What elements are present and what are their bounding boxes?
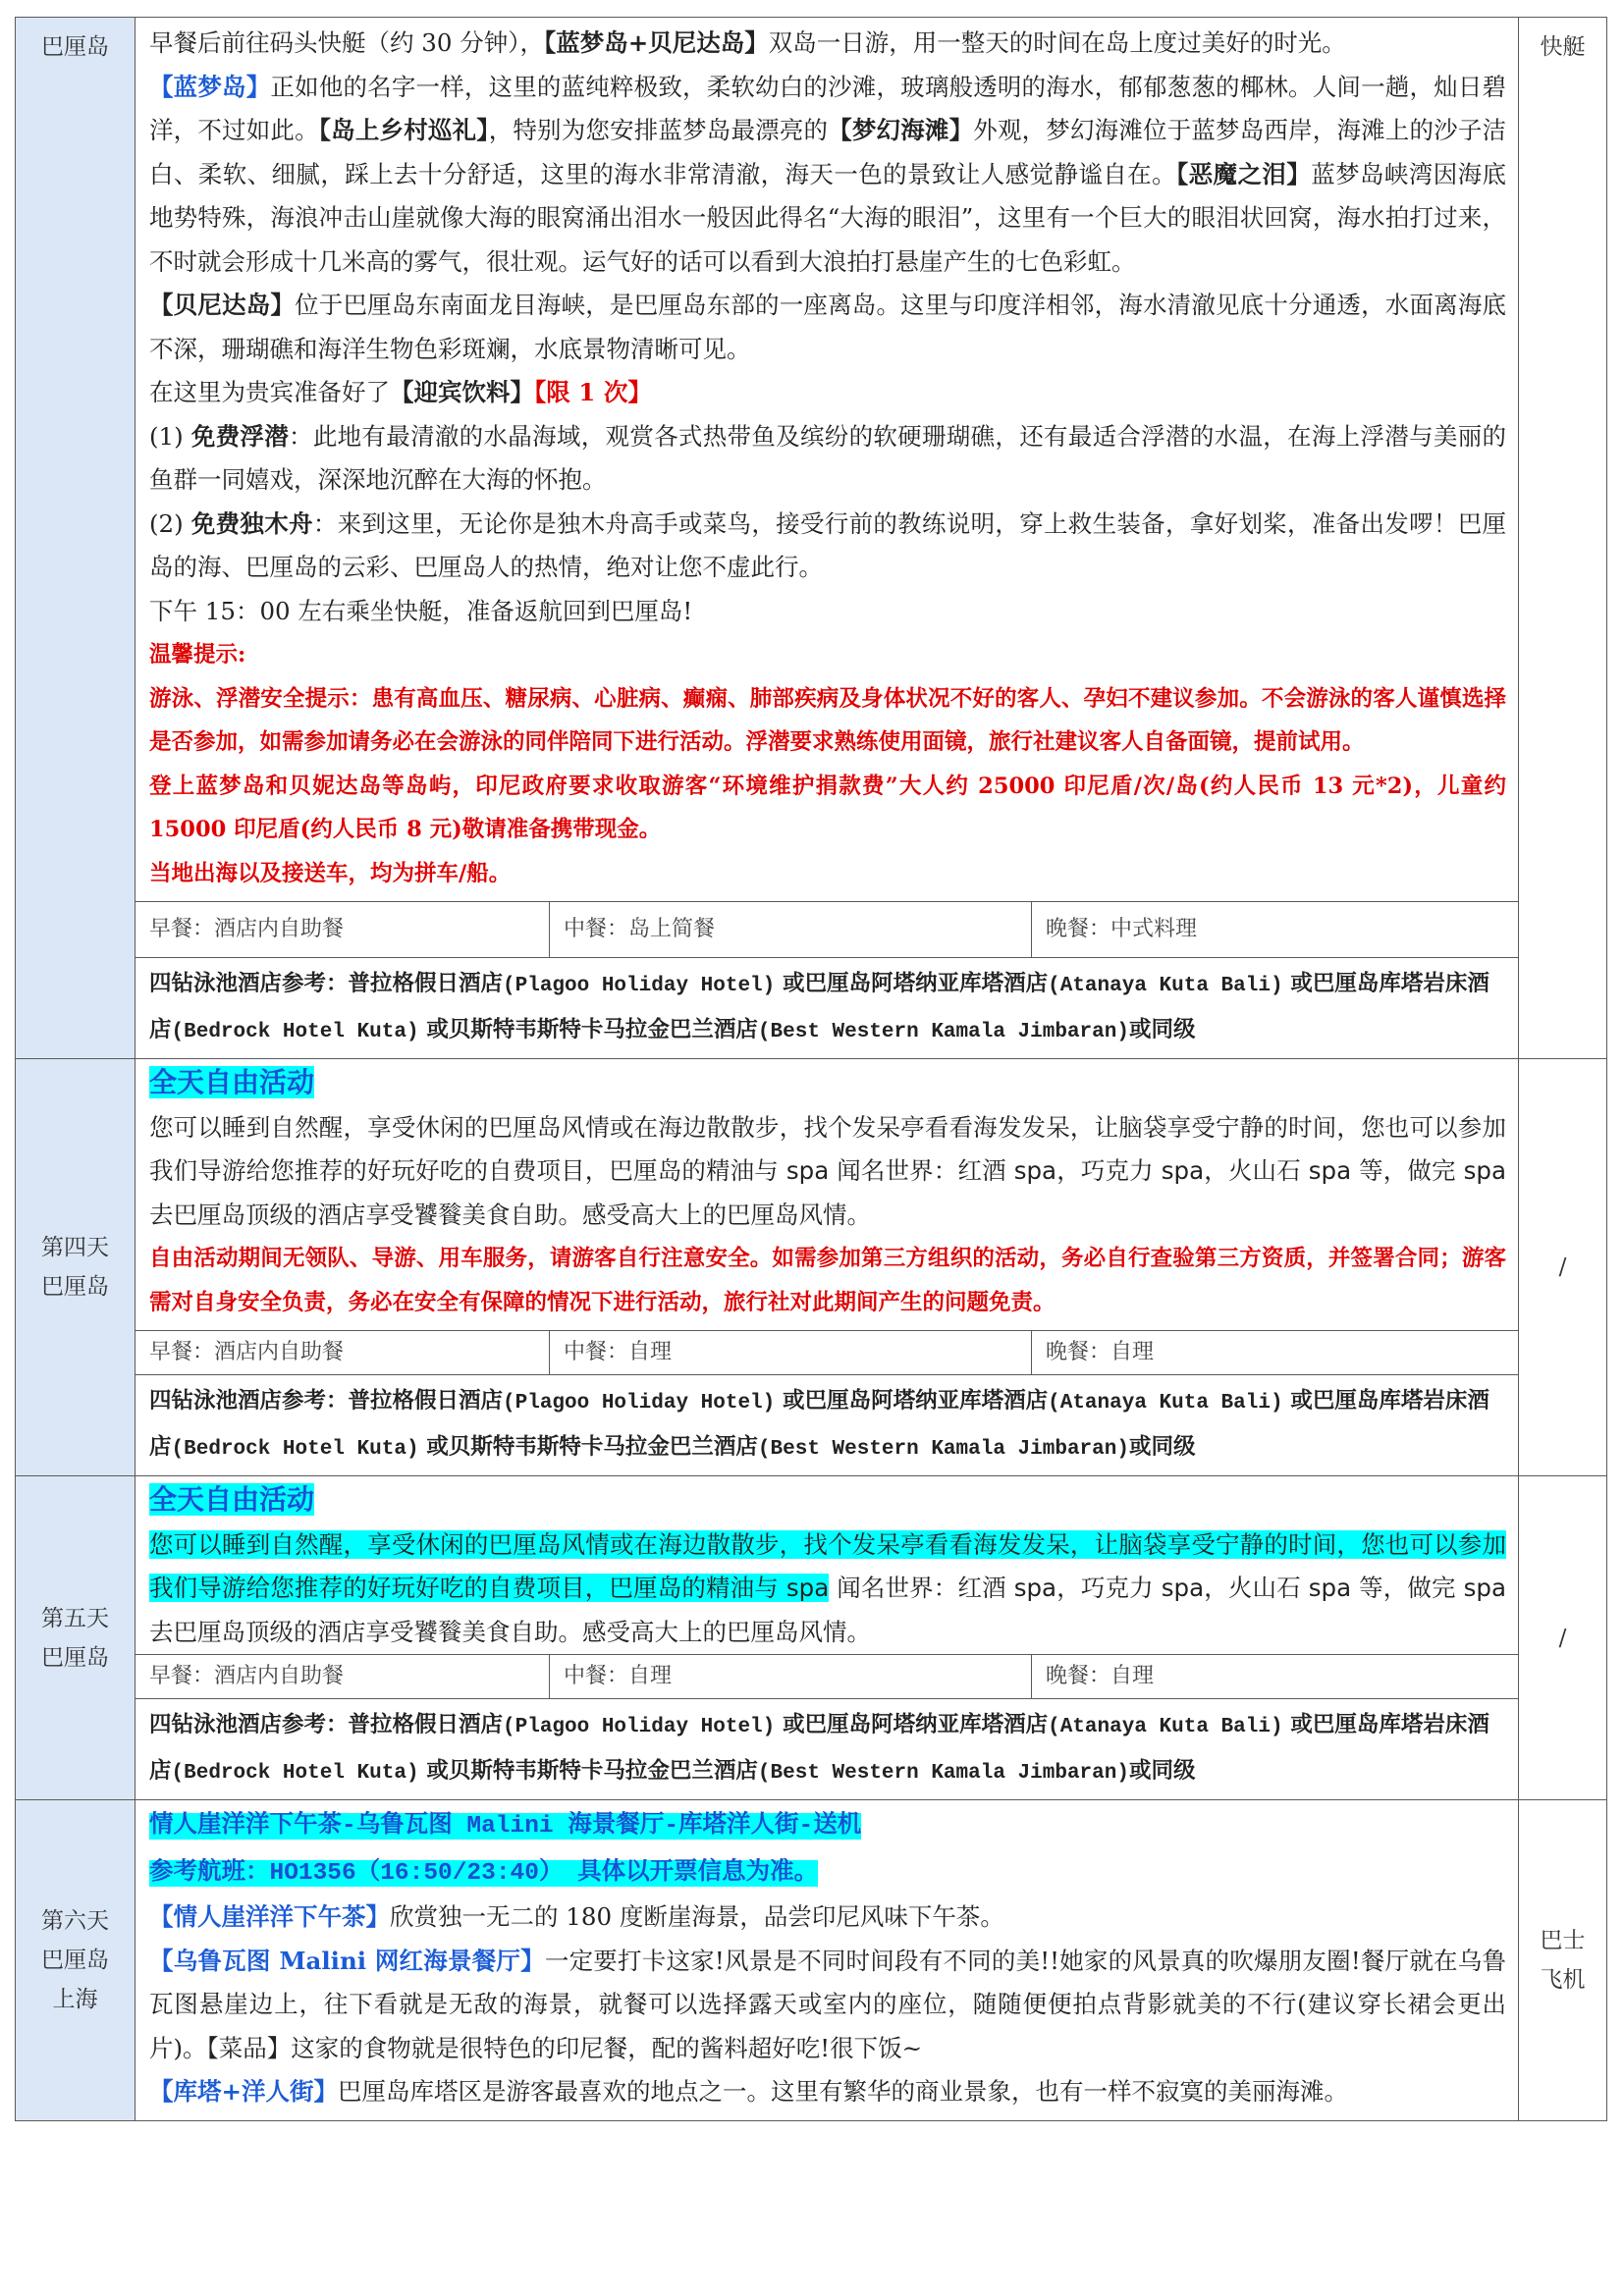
day3-row bbox=[16, 18, 1607, 1059]
text-segment: 您可以睡到自然醒，享受休闲的巴厘岛风情或在海边散散步，找个发呆亭看看海发发呆，让脑袋享受宁静的时间，您也可以参加我们导游给您推荐的好玩好吃的自费项目，巴厘岛的精油与 bbox=[149, 1529, 1506, 1602]
day4-row bbox=[16, 1059, 1607, 1476]
day6-transport-1: 巴士 bbox=[1540, 1927, 1586, 1953]
warning-fee: 登上蓝梦岛和贝妮达岛等岛屿，印尼政府要求收取游客“环境维护捐款费”大人约 25000 印尼盾/次/岛(约人民币 13 元*2)，儿童约 15000 印尼盾(约人民币 8 元)敬请准备携带现金。 bbox=[149, 773, 1506, 842]
day4-number: 第四天 bbox=[41, 1235, 109, 1260]
day4-warning: 自由活动期间无领队、导游、用车服务，请游客自行注意安全。如需参加第三方组织的活动，务必自行查验第三方资质，并签署合同；游客需对自身安全负责，务必在安全有保障的情况下进行活动，旅行社对此期间产生的问题免责。 bbox=[149, 1246, 1506, 1315]
text-segment: 等，做完 bbox=[1351, 1156, 1464, 1185]
day4-transport-cell bbox=[1519, 1059, 1607, 1476]
hotel-text: (Best Western Kamala Jimbaran) bbox=[757, 1762, 1129, 1785]
spa-word: spa bbox=[785, 1574, 830, 1602]
day5-description bbox=[135, 1476, 1518, 1654]
hotel-text: 或巴厘岛库塔岩床酒店 bbox=[149, 1712, 1489, 1784]
day4-hotel bbox=[135, 1374, 1518, 1475]
day5-transport-cell bbox=[1519, 1476, 1607, 1800]
text-segment: 早餐后前往码头快艇（约 30 分钟）， bbox=[149, 28, 544, 57]
text-segment: 巴厘岛库塔区是游客最喜欢的地点之一。这里有繁华的商业景象，也有一样不寂寞的美丽海滩。 bbox=[338, 2077, 1349, 2106]
attraction-name: 【库塔+洋人街】 bbox=[149, 2077, 339, 2106]
day3-transport: 快艇 bbox=[1540, 34, 1586, 60]
limit-label: 【限 1 次】 bbox=[534, 378, 652, 406]
day4-title: 全天自由活动 bbox=[149, 1066, 315, 1098]
text-segment: 闻名世界：红酒 bbox=[829, 1156, 1014, 1185]
day3-lembongan bbox=[149, 66, 1506, 285]
hotel-text: 或巴厘岛库塔岩床酒店 bbox=[149, 971, 1489, 1042]
spa-word: spa bbox=[785, 1156, 830, 1185]
text-segment: 等，做完 bbox=[1351, 1574, 1464, 1602]
drink-label: 【迎宾饮料】 bbox=[390, 378, 534, 406]
spa-word: spa bbox=[1161, 1574, 1205, 1602]
day3-meals bbox=[135, 901, 1518, 957]
text-segment: 双岛一日游，用一整天的时间在岛上度过美好的时光。 bbox=[768, 28, 1346, 57]
day3-content bbox=[135, 18, 1519, 1059]
text-segment: ，巧克力 bbox=[1056, 1574, 1162, 1602]
hotel-text: (Best Western Kamala Jimbaran) bbox=[757, 1438, 1129, 1461]
dinner-cell: 晚餐：自理 bbox=[1031, 1655, 1518, 1698]
day4-content bbox=[135, 1059, 1519, 1476]
text-segment: ：此地有最清澈的水晶海域，观赏各式热带鱼及缤纷的软硬珊瑚礁，还有最适合浮潜的水温，在海上浮潜与美丽的鱼群一同嬉戏，深深地沉醉在大海的怀抱。 bbox=[149, 421, 1507, 494]
day5-text bbox=[149, 1523, 1506, 1655]
day6-title: 情人崖洋洋下午茶-乌鲁瓦图 Malini 海景餐厅-库塔洋人街-送机 bbox=[149, 1813, 862, 1840]
text-segment: ，巧克力 bbox=[1056, 1156, 1162, 1185]
text-segment: 位于巴厘岛东南面龙目海峡，是巴厘岛东部的一座离岛。这里与印度洋相邻，海水清澈见底十分通透，水面离海底不深，珊瑚礁和海洋生物色彩斑斓，水底景物清晰可见。 bbox=[149, 291, 1506, 363]
attraction-name: 【梦幻海滩】 bbox=[828, 116, 974, 144]
spa-word: spa bbox=[1463, 1156, 1506, 1185]
text-segment: 外观，梦幻海滩位于蓝梦岛西岸，海滩上的沙子洁白、柔软、细腻，踩上去十分舒适，这里的海水非常清澈，海天一色的景致让人感觉静谧自在。 bbox=[149, 116, 1507, 188]
itinerary-sheet bbox=[15, 17, 1607, 2121]
day6-transport-2: 飞机 bbox=[1540, 1966, 1586, 1993]
day5-title: 全天自由活动 bbox=[149, 1483, 315, 1516]
lunch-cell: 中餐：自理 bbox=[549, 1331, 1031, 1374]
day6-title-line bbox=[149, 1802, 1506, 1849]
hotel-text: (Bedrock Hotel Kuta) bbox=[171, 1438, 419, 1461]
warning-swim: 游泳、浮潜安全提示：患有高血压、糖尿病、心脏病、癫痫、肺部疾病及身体状况不好的客人、孕妇不建议参加。不会游泳的客人谨慎选择是否参加，如需参加请务必在会游泳的同伴陪同下进行活动。浮潜要求熟练使用面镜，旅行社建议客人自备面镜，提前试用。 bbox=[149, 685, 1506, 755]
attraction-name: 【蓝梦岛】 bbox=[149, 72, 271, 101]
itinerary-table bbox=[15, 17, 1607, 2121]
day4-label-cell bbox=[16, 1059, 135, 1476]
hotel-text: 或巴厘岛库塔岩床酒店 bbox=[149, 1388, 1489, 1460]
hotel-text: (Atanaya Kuta Bali) bbox=[1048, 1716, 1283, 1738]
hotel-text: 或巴厘岛阿塔纳亚库塔酒店 bbox=[775, 1712, 1049, 1737]
text-segment: ，火山石 bbox=[1204, 1156, 1309, 1185]
day6-malini bbox=[149, 1940, 1506, 2071]
list-number: (1) bbox=[149, 421, 191, 451]
hotel-text: 或同级 bbox=[1128, 1017, 1196, 1042]
warning-shared: 当地出海以及接送车，均为拼车/船。 bbox=[149, 860, 512, 886]
day5-meals bbox=[135, 1654, 1518, 1698]
day3-label: 巴厘岛 bbox=[41, 34, 109, 60]
breakfast-cell: 早餐：酒店内自助餐 bbox=[149, 1664, 345, 1688]
text-segment: 闻名世界：红酒 bbox=[829, 1574, 1014, 1602]
day4-transport: / bbox=[1558, 1255, 1567, 1280]
hotel-text: (Bedrock Hotel Kuta) bbox=[171, 1762, 419, 1785]
hotel-text: (Atanaya Kuta Bali) bbox=[1048, 975, 1283, 997]
hotel-text: (Plagoo Holiday Hotel) bbox=[503, 1716, 776, 1738]
day5-place: 巴厘岛 bbox=[41, 1644, 109, 1671]
hotel-text: 四钻泳池酒店参考：普拉格假日酒店 bbox=[149, 971, 504, 996]
day6-content bbox=[135, 1800, 1519, 2121]
text-segment: ：来到这里，无论你是独木舟高手或菜鸟，接受行前的教练说明，穿上救生装备，拿好划桨，准备出发啰！巴厘岛的海、巴厘岛的云彩、巴厘岛人的热情，绝对让您不虚此行。 bbox=[149, 508, 1507, 581]
text-segment: 正如他的名字一样，这里的蓝纯粹极致，柔软幼白的沙滩，玻璃般透明的海水，郁郁葱葱的椰林。人间一趟，灿日碧洋，不过如此。 bbox=[149, 72, 1507, 144]
warning-heading: 温馨提示: bbox=[149, 642, 246, 667]
attraction-name: 【乌鲁瓦图 Malini 网红海景餐厅】 bbox=[149, 1946, 545, 1975]
hotel-text: 或贝斯特韦斯特卡马拉金巴兰酒店 bbox=[418, 1758, 758, 1784]
day6-label-cell bbox=[16, 1800, 135, 2121]
day6-kuta bbox=[149, 2070, 1506, 2114]
text-segment: 去巴厘岛顶级的酒店享受饕餮美食自助。感受高大上的巴厘岛风情。 bbox=[149, 1617, 871, 1646]
attraction-name: 【贝尼达岛】 bbox=[149, 291, 296, 319]
text-segment: 去巴厘岛顶级的酒店享受饕餮美食自助。感受高大上的巴厘岛风情。 bbox=[149, 1200, 871, 1229]
day3-snorkel bbox=[149, 415, 1506, 503]
activity-name: 免费浮潜 bbox=[190, 421, 290, 451]
day5-hotel bbox=[135, 1698, 1518, 1799]
text-segment: 您可以睡到自然醒，享受休闲的巴厘岛风情或在海边散散步，找个发呆亭看看海发发呆，让脑袋享受宁静的时间，您也可以参加我们导游给您推荐的好玩好吃的自费项目，巴厘岛的精油与 bbox=[149, 1112, 1506, 1185]
lunch-cell: 中餐：岛上简餐 bbox=[549, 902, 1031, 957]
hotel-text: 四钻泳池酒店参考：普拉格假日酒店 bbox=[149, 1388, 504, 1414]
list-number: (2) bbox=[149, 508, 191, 538]
spa-word: spa bbox=[1161, 1156, 1205, 1185]
day5-transport: / bbox=[1558, 1625, 1567, 1651]
spa-word: spa bbox=[1308, 1574, 1352, 1602]
day3-canoe bbox=[149, 503, 1506, 590]
day5-content bbox=[135, 1476, 1519, 1800]
attraction-name: 【蓝梦岛+贝尼达岛】 bbox=[544, 28, 769, 57]
activity-name: 免费独木舟 bbox=[190, 508, 313, 538]
text-segment: 一定要打卡这家!风景是不同时间段有不同的美!!她家的风景真的吹爆朋友圈!餐厅就在乌鲁瓦图悬崖边上，往下看就是无敌的海景，就餐可以选择露天或室内的座位，随随便便拍点背影就美的不行(建议穿长裙会更出片)。【菜品】这家的食物就是很特色的印尼餐，配的酱料超好吃!很下饭~ bbox=[149, 1946, 1506, 2062]
hotel-text: 或巴厘岛阿塔纳亚库塔酒店 bbox=[775, 1388, 1049, 1414]
lunch-cell: 中餐：自理 bbox=[549, 1655, 1031, 1698]
day3-intro bbox=[149, 22, 1506, 66]
attraction-name: 【岛上乡村巡礼】 bbox=[318, 116, 489, 144]
hotel-text: (Plagoo Holiday Hotel) bbox=[503, 1392, 776, 1415]
hotel-text: 或贝斯特韦斯特卡马拉金巴兰酒店 bbox=[418, 1434, 758, 1460]
day5-label-cell bbox=[16, 1476, 135, 1800]
day6-flight-line bbox=[149, 1849, 1506, 1896]
day6-row bbox=[16, 1800, 1607, 2121]
hotel-text: (Plagoo Holiday Hotel) bbox=[503, 975, 776, 997]
hotel-text: 或同级 bbox=[1128, 1434, 1196, 1460]
day3-drink bbox=[149, 371, 1506, 415]
day5-row bbox=[16, 1476, 1607, 1800]
day3-return: 下午 15：00 左右乘坐快艇，准备返航回到巴厘岛! bbox=[149, 596, 693, 625]
spa-word: spa bbox=[1308, 1156, 1352, 1185]
text-segment: 欣赏独一无二的 180 度断崖海景，品尝印尼风味下午茶。 bbox=[390, 1902, 1004, 1931]
day6-number: 第六天 bbox=[41, 1907, 109, 1934]
hotel-text: 或巴厘岛阿塔纳亚库塔酒店 bbox=[775, 971, 1049, 996]
day4-title-line bbox=[149, 1061, 1506, 1106]
day4-meals bbox=[135, 1330, 1518, 1374]
text-segment: ，特别为您安排蓝梦岛最漂亮的 bbox=[488, 116, 829, 144]
day4-text bbox=[149, 1106, 1506, 1238]
day6-description bbox=[135, 1800, 1518, 2120]
day3-penida bbox=[149, 284, 1506, 371]
text-segment: 在这里为贵宾准备好了 bbox=[149, 378, 390, 406]
spa-word: spa bbox=[1013, 1574, 1057, 1602]
hotel-text: 或贝斯特韦斯特卡马拉金巴兰酒店 bbox=[418, 1017, 758, 1042]
hotel-text: (Best Western Kamala Jimbaran) bbox=[757, 1021, 1129, 1043]
day5-title-line bbox=[149, 1478, 1506, 1523]
text-segment: ，火山石 bbox=[1204, 1574, 1309, 1602]
attraction-name: 【恶魔之泪】 bbox=[1176, 159, 1312, 188]
dinner-cell: 晚餐：中式料理 bbox=[1031, 902, 1518, 957]
spa-word: spa bbox=[1463, 1574, 1506, 1602]
day6-flight: 参考航班：HO1356（16:50/23:40） 具体以开票信息为准。 bbox=[149, 1859, 819, 1887]
spa-word: spa bbox=[1013, 1156, 1057, 1185]
breakfast-cell: 早餐：酒店内自助餐 bbox=[149, 1340, 345, 1364]
day5-number: 第五天 bbox=[41, 1605, 109, 1631]
hotel-text: (Bedrock Hotel Kuta) bbox=[171, 1021, 419, 1043]
hotel-text: (Atanaya Kuta Bali) bbox=[1048, 1392, 1283, 1415]
day6-transport-cell bbox=[1519, 1800, 1607, 2121]
day6-place-1: 巴厘岛 bbox=[41, 1947, 109, 1973]
hotel-text: 四钻泳池酒店参考：普拉格假日酒店 bbox=[149, 1712, 504, 1737]
day3-description bbox=[135, 18, 1518, 901]
day3-transport-cell bbox=[1519, 18, 1607, 1059]
day3-hotel bbox=[135, 957, 1518, 1058]
text-segment: 蓝梦岛峡湾因海底地势特殊，海浪冲击山崖就像大海的眼窝涌出泪水一般因此得名“大海的眼泪”，这里有一个巨大的眼泪状回窝，海水拍打过来，不时就会形成十几米高的雾气，很壮观。运气好的话可以看到大浪拍打悬崖产生的七色彩虹。 bbox=[149, 159, 1507, 276]
hotel-text: 或同级 bbox=[1128, 1758, 1196, 1784]
day3-label-cell bbox=[16, 18, 135, 1059]
attraction-name: 【情人崖洋洋下午茶】 bbox=[149, 1902, 390, 1931]
day4-description bbox=[135, 1059, 1518, 1330]
day4-place: 巴厘岛 bbox=[41, 1274, 109, 1300]
day6-tea bbox=[149, 1896, 1506, 1940]
dinner-cell: 晚餐：自理 bbox=[1031, 1331, 1518, 1374]
breakfast-cell: 早餐：酒店内自助餐 bbox=[149, 917, 345, 941]
day6-place-2: 上海 bbox=[52, 1986, 98, 2012]
